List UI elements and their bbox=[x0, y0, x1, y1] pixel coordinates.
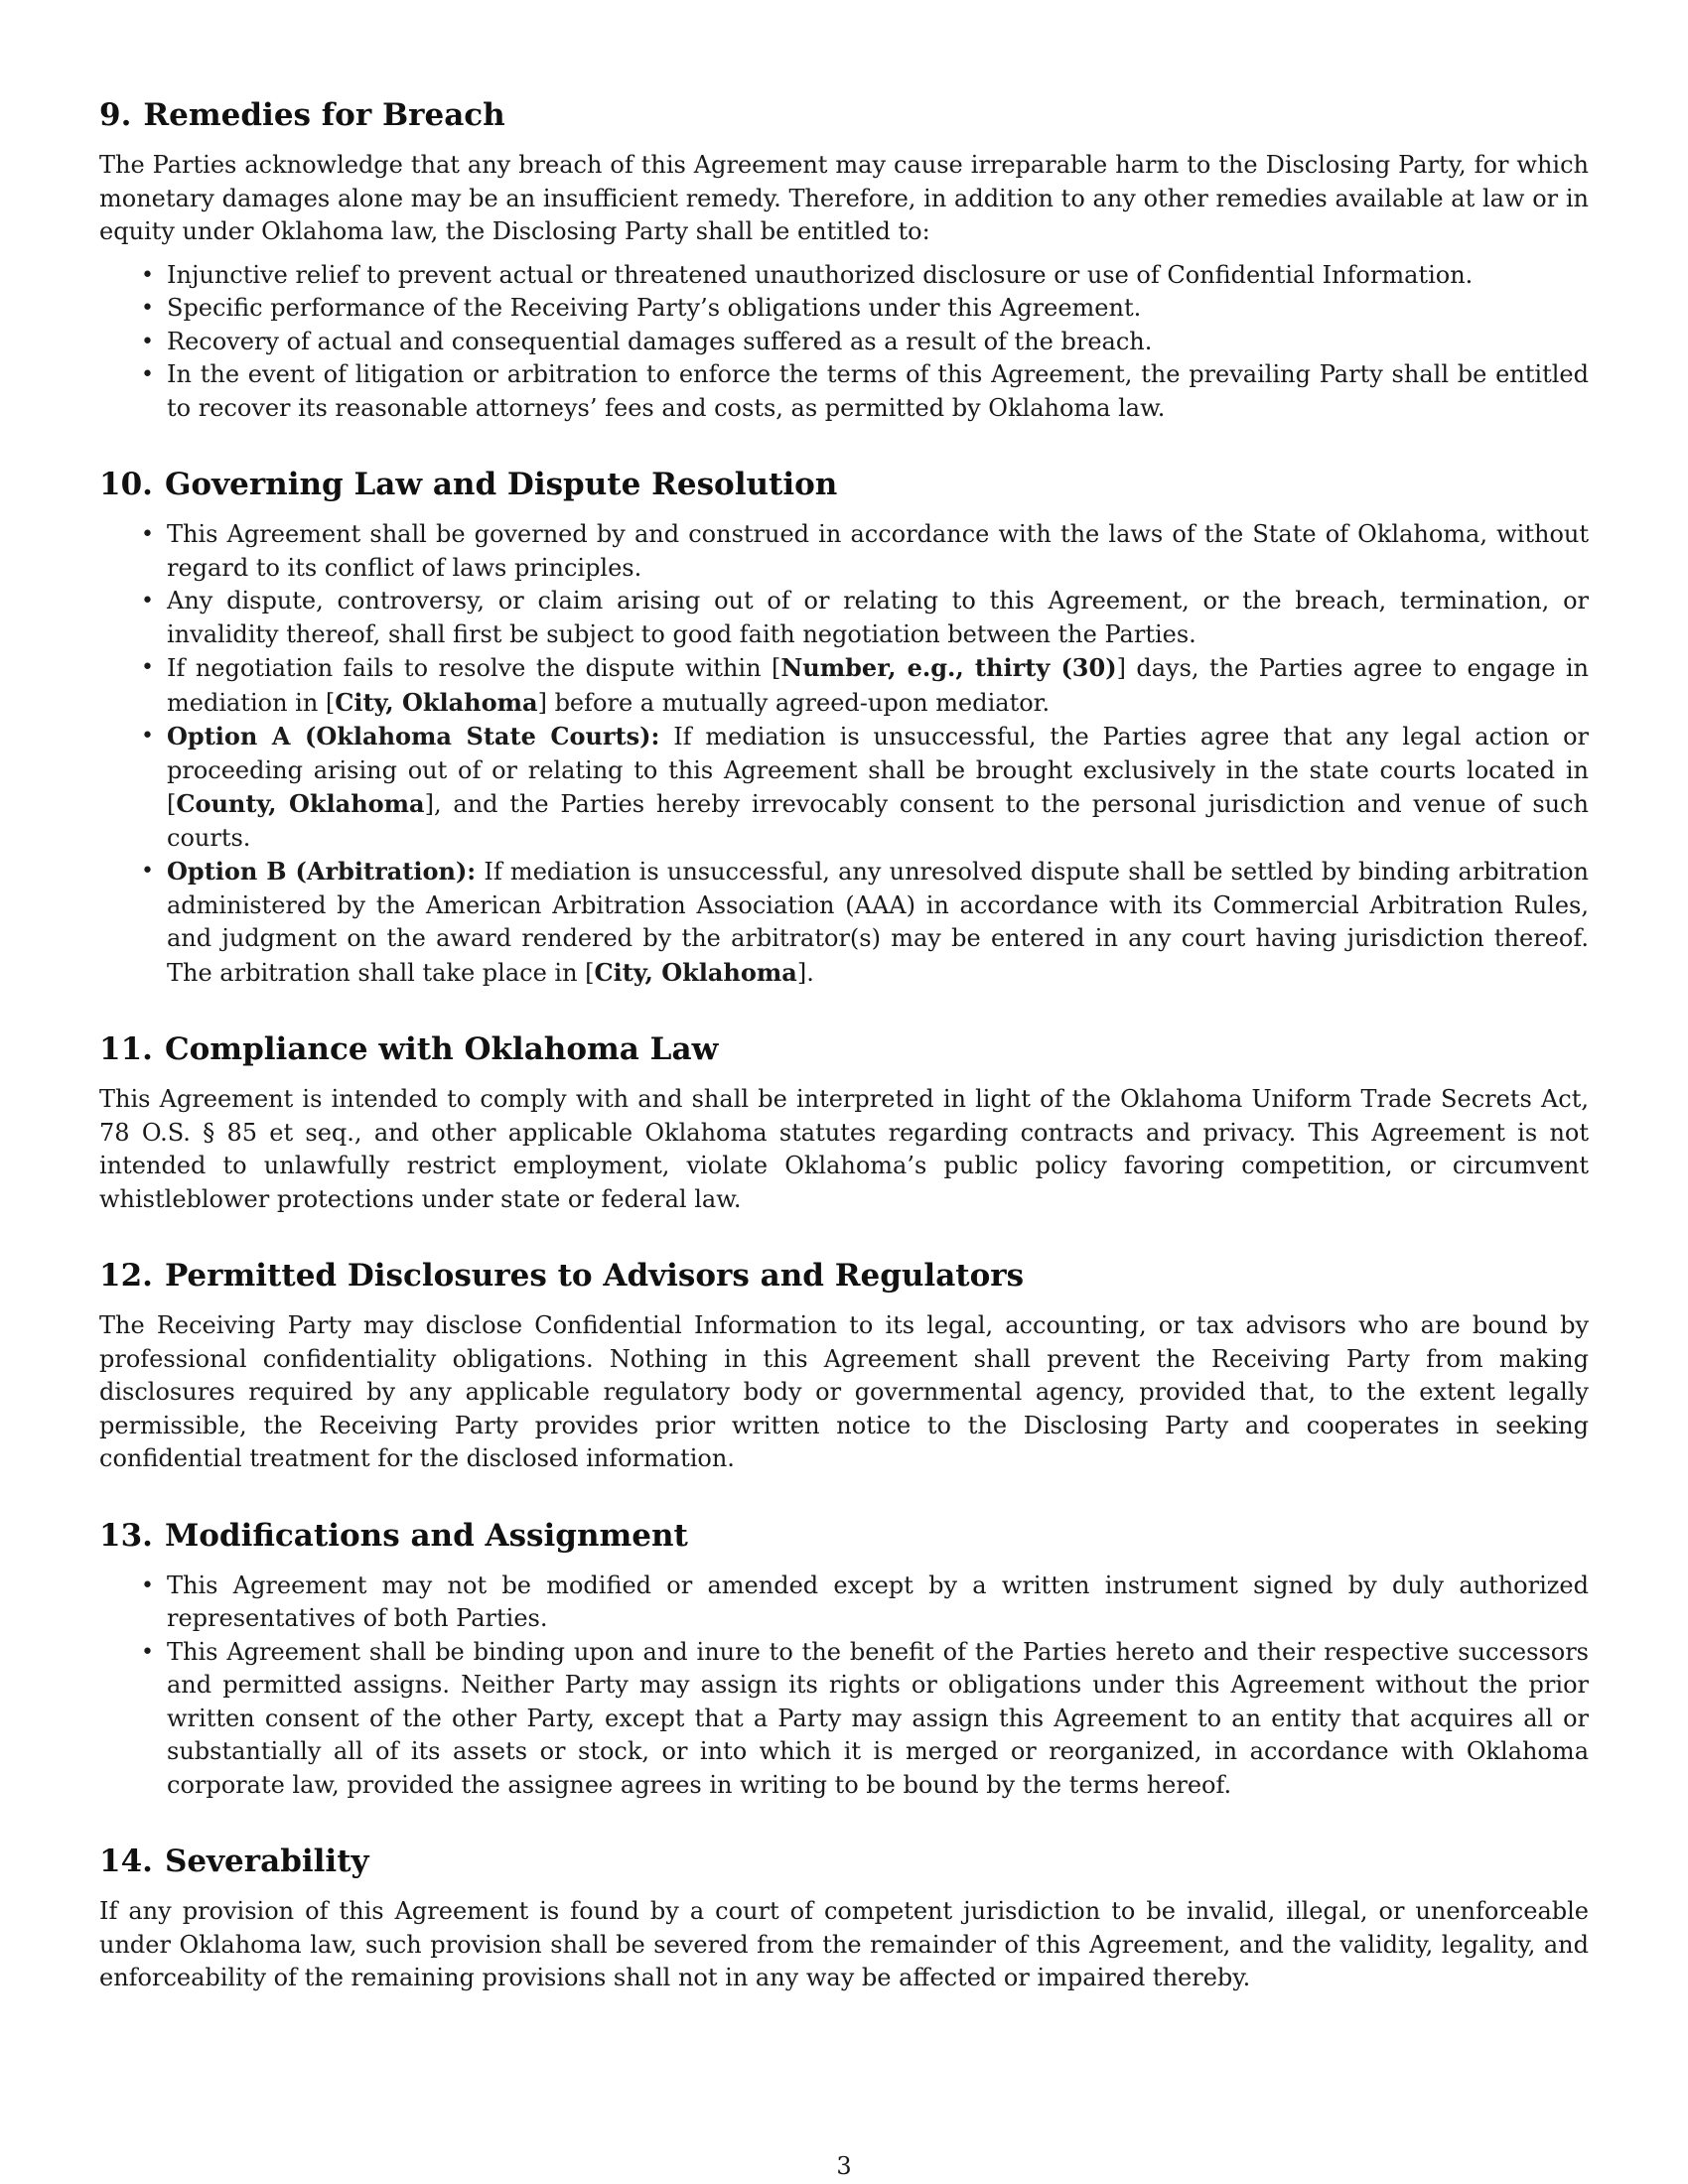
list-item: • This Agreement shall be governed by and construed in accordance with the laws of the State of Oklahoma, without regard to its conflict of laws principles. bbox=[167, 518, 1589, 585]
section-heading: 11. Compliance with Oklahoma Law bbox=[99, 1031, 719, 1067]
list-item: • Any dispute, controversy, or claim arising out of or relating to this Agreement, or the breach, termination, or invalidity thereof, shall first be subject to good faith negotiation between the Parties. bbox=[167, 585, 1589, 651]
list-item: • This Agreement shall be binding upon and inure to the benefit of the Parties hereto and their respective successors and permitted assigns. Neither Party may assign its rights or obligations under this Agreement without the prior written consent of the other Party, except that a Party may assign this Agreement to an entity that acquires all or substantially all of its assets or stock, or into which it is merged or reorganized, in accordance with Oklahoma corporate law, provided the assignee agrees in writing to be bound by the terms hereof. bbox=[167, 1636, 1589, 1803]
section-heading: 10. Governing Law and Dispute Resolution bbox=[99, 467, 838, 502]
section-13 bbox=[99, 1516, 1589, 1803]
option-a-label: Option A (Oklahoma State Courts): bbox=[167, 722, 660, 751]
bullet-list bbox=[99, 259, 1589, 426]
section-heading: 9. Remedies for Breach bbox=[99, 97, 505, 133]
list-item: • Option A (Oklahoma State Courts): If mediation is unsuccessful, the Parties agree that any legal action or proceeding arising out of or relating to this Agreement shall be brought exclusively in the state courts located in [County, Oklahoma], and the Parties hereby irrevocably consent to the personal jurisdiction and venue of such courts. bbox=[167, 720, 1589, 855]
list-item: • This Agreement may not be modified or amended except by a written instrument signed by duly authorized representatives of both Parties. bbox=[167, 1570, 1589, 1636]
section-paragraph: The Parties acknowledge that any breach of this Agreement may cause irreparable harm to the Disclosing Party, for which monetary damages alone may be an insufficient remedy. Therefore, in addition to any other remedies available at law or in equity under Oklahoma law, the Disclosing Party shall be entitled to: bbox=[99, 151, 1589, 245]
page-number: 3 bbox=[836, 2152, 852, 2180]
list-item: • In the event of litigation or arbitration to enforce the terms of this Agreement, the prevailing Party shall be entitled to recover its reasonable attorneys’ fees and costs, as permitted by Oklahoma law. bbox=[167, 358, 1589, 425]
placeholder-city: City, Oklahoma bbox=[335, 687, 538, 717]
section-heading: 14. Severability bbox=[99, 1843, 369, 1879]
bullet-list bbox=[99, 518, 1589, 990]
bullet-list bbox=[99, 1570, 1589, 1803]
placeholder-county: County, Oklahoma bbox=[176, 789, 425, 818]
list-item: • Recovery of actual and consequential damages suffered as a result of the breach. bbox=[167, 326, 1589, 359]
section-paragraph: The Receiving Party may disclose Confidential Information to its legal, accounting, or tax advisors who are bound by professional confidentiality obligations. Nothing in this Agreement shall prevent the Receiving Party from making disclosures required by any applicable regulatory body or governmental agency, provided that, to the extent legally permissible, the Receiving Party provides prior written notice to the Disclosing Party and cooperates in seeking confidential treatment for the disclosed information. bbox=[99, 1311, 1589, 1472]
section-paragraph: This Agreement is intended to comply with and shall be interpreted in light of the Oklahoma Uniform Trade Secrets Act, 78 O.S. § 85 et seq., and other applicable Oklahoma statutes regarding contracts and privacy. This Agreement is not intended to unlawfully restrict employment, violate Oklahoma’s public policy favoring competition, or circumvent whistleblower protections under state or federal law. bbox=[99, 1085, 1589, 1213]
section-heading: 13. Modifications and Assignment bbox=[99, 1517, 688, 1554]
list-item: • If negotiation fails to resolve the dispute within [Number, e.g., thirty (30)] days, the Parties agree to engage in mediation in [City, Oklahoma] before a mutually agreed-upon mediator. bbox=[167, 651, 1589, 720]
section-paragraph: If any provision of this Agreement is found by a court of competent jurisdiction to be invalid, illegal, or unenforceable under Oklahoma law, such provision shall be severed from the remainder of this Agreement, and the validity, legality, and enforceability of the remaining provisions shall not in any way be affected or impaired thereby. bbox=[99, 1897, 1589, 1991]
section-12 bbox=[99, 1256, 1589, 1476]
placeholder-city: City, Oklahoma bbox=[594, 957, 797, 987]
list-item: • Specific performance of the Receiving Party’s obligations under this Agreement. bbox=[167, 292, 1589, 326]
section-11 bbox=[99, 1029, 1589, 1216]
document-page bbox=[99, 95, 1589, 2035]
section-14 bbox=[99, 1842, 1589, 1995]
section-9 bbox=[99, 95, 1589, 425]
placeholder-days: Number, e.g., thirty (30) bbox=[780, 653, 1117, 682]
section-heading: 12. Permitted Disclosures to Advisors and Regulators bbox=[99, 1258, 1025, 1294]
list-item: • Injunctive relief to prevent actual or threatened unauthorized disclosure or use of Confidential Information. bbox=[167, 259, 1589, 293]
option-b-label: Option B (Arbitration): bbox=[167, 857, 477, 886]
section-10 bbox=[99, 465, 1589, 990]
list-item: • Option B (Arbitration): If mediation is unsuccessful, any unresolved dispute shall be settled by binding arbitration administered by the American Arbitration Association (AAA) in accordance with its Commercial Arbitration Rules, and judgment on the award rendered by the arbitrator(s) may be entered in any court having jurisdiction thereof. The arbitration shall take place in [City, Oklahoma]. bbox=[167, 855, 1589, 990]
